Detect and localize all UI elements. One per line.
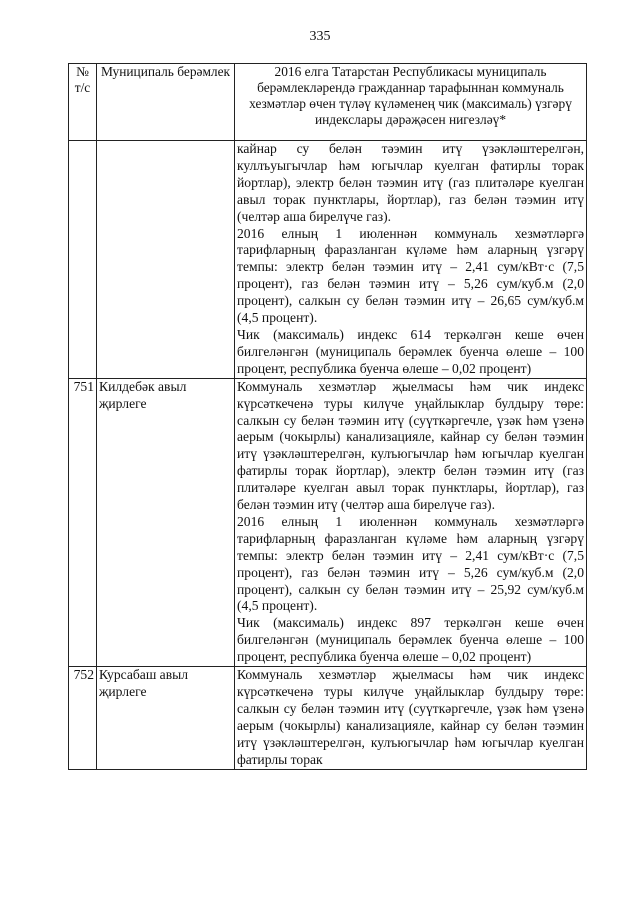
row-paragraph: 2016 елның 1 июленнән коммуналь хезмәтләргә тарифларның фаразланган күләме һәм аларның үзгәрү темпы: электр белән тәэмин итү – 2,41 сум/кВт·с (7,5 процент), газ белән тәэмин итү – 5,26 сум/куб.м (2,0 процент), салкын су белән тәэмин итү – 26,65 сум/куб.м (4,5 процент). xyxy=(237,225,584,326)
row-paragraph: Коммуналь хезмәтләр җыелмасы һәм чик индекс күрсәткеченә туры килүче уңайлыклар булдыру төре: салкын су белән тәэмин итү (суүткәргечле, үзәк һәм үзенә аерым (чокырлы) канализацияле, кайнар су белән тәэмин итү үзәкләштерелгән, кулъюгычлар һәм югычлар куелган фатирлы торак xyxy=(237,667,584,767)
row-paragraph: Чик (максималь) индекс 897 теркәлгән кеше өчен билгеләнгән (муниципаль берәмлек буенча өлеше – 100 процент, республика буенча өлеше – 0,02 процент) xyxy=(237,615,584,665)
row-paragraph: Чик (максималь) индекс 614 теркәлгән кеше өчен билгеләнгән (муниципаль берәмлек буенча өлеше – 100 процент, республика буенча өлеше – 0,02 процент) xyxy=(237,326,584,376)
row-paragraph: 2016 елның 1 июленнән коммуналь хезмәтләргә тарифларның фаразланган күләме һәм аларның үзгәрү темпы: электр белән тәэмин итү – 2,41 сум/кВт·с (7,5 процент), газ белән тәэмин итү – 5,26 сум/куб.м (2,0 процент), салкын су белән тәэмин итү – 25,92 сум/куб.м (4,5 процент). xyxy=(237,513,584,614)
table-row xyxy=(69,378,587,666)
table-header xyxy=(69,64,587,141)
row-num: 751 xyxy=(69,378,97,666)
row-num xyxy=(69,141,97,379)
table-row xyxy=(69,667,587,769)
row-municipality xyxy=(97,141,235,379)
table-row xyxy=(69,141,587,379)
row-municipality: Килдебәк авыл җирлеге xyxy=(97,378,235,666)
header-description: 2016 елга Татарстан Республикасы муниципаль берәмлекләрендә гражданнар тарафыннан коммуналь хезмәтләр өчен түләү күләменең чик (максималь) үзгәрү индекслары дәрәҗәсен нигезләү* xyxy=(235,64,587,141)
row-num: 752 xyxy=(69,667,97,769)
row-description xyxy=(235,378,587,666)
row-paragraph: Коммуналь хезмәтләр җыелмасы һәм чик индекс күрсәткеченә туры килүче уңайлыклар булдыру төре: салкын су белән тәэмин итү (суүткәргечле, үзәк һәм үзенә аерым (чокырлы) канализацияле, кайнар су белән тәэмин итү үзәкләштерелгән, кулъюгычлар һәм югычлар куелган фатирлы торак йортлар), электр белән тәэмин итү (газ плитәләре куелган авыл торак пунктлары, йортлар), газ белән тәэмин итү (челтәр аша бирелүче газ). xyxy=(237,378,584,513)
indices-table xyxy=(68,63,587,770)
row-description xyxy=(235,667,587,769)
row-description xyxy=(235,141,587,379)
row-municipality: Курсабаш авыл җирлеге xyxy=(97,667,235,769)
header-num: № т/с xyxy=(69,64,97,141)
page-number: 335 xyxy=(309,29,331,44)
header-municipality: Муниципаль берәмлек xyxy=(97,64,235,141)
row-paragraph: кайнар су белән тәэмин итү үзәкләштерелгән, куллъуыгычлар һәм югычлар куелган фатирлы торак йортлар), электр белән тәэмин итү (газ плитәләре куелган авыл торак пунктлары, йортлар), газ белән тәэмин итү (челтәр аша бирелүче газ). xyxy=(237,141,584,224)
